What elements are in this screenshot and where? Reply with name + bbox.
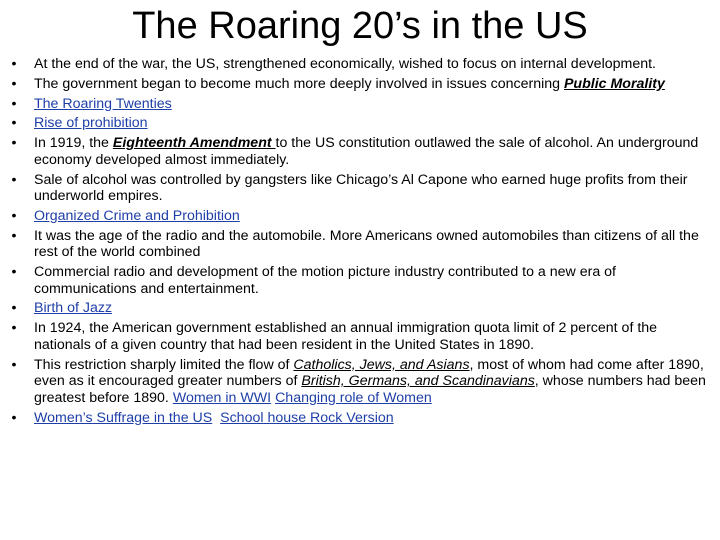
list-item: [8, 208, 712, 225]
list-item: [8, 115, 712, 132]
bullet-text: The government began to become much more deeply involved in issues concerning: [34, 75, 564, 92]
link-women-in-wwi[interactable]: Women in WWI: [172, 389, 272, 406]
list-item: [8, 228, 712, 261]
list-item: [8, 264, 712, 297]
link-rise-of-prohibition[interactable]: Rise of prohibition: [34, 115, 148, 132]
bullet-icon: •: [11, 409, 17, 426]
bullet-text: At the end of the war, the US, strengthened economically, wished to focus on internal development.: [34, 56, 656, 72]
bullet-text: In 1924, the American government established an annual immigration quota limit of 2 percent of the nationals of a given country that had been resident in the United States in 1890.: [34, 320, 658, 353]
bullet-icon: •: [11, 227, 17, 244]
bullet-text: In 1919, the: [34, 135, 113, 152]
bullet-icon: •: [11, 135, 17, 152]
bullet-icon: •: [11, 95, 17, 112]
bullet-text: This restriction sharply limited the flow of: [34, 356, 294, 373]
bullet-icon: •: [11, 75, 17, 92]
bullet-icon: •: [11, 264, 17, 281]
bullet-text: Sale of alcohol was controlled by gangsters like Chicago’s Al Capone who earned huge profits from their underworld empires.: [34, 171, 688, 205]
bullet-icon: •: [11, 356, 17, 373]
list-item: [8, 172, 712, 205]
list-item: [8, 300, 712, 317]
bullet-icon: •: [11, 115, 17, 132]
bullet-text: , most of whom had come after 1890, even as it encouraged greater numbers of: [34, 356, 704, 390]
link-changing-role-of-women[interactable]: Changing role of Women: [275, 389, 432, 406]
emphasis-text: Public Morality: [563, 75, 665, 92]
emphasis-text: British, Germans, and Scandinavians: [301, 373, 535, 390]
bullet-icon: •: [11, 300, 17, 317]
bullet-icon: •: [11, 56, 17, 72]
link-birth-of-jazz[interactable]: Birth of Jazz: [34, 300, 113, 317]
list-item: [8, 320, 712, 353]
bullet-icon: •: [11, 171, 17, 188]
emphasis-text: Catholics, Jews, and Asians: [293, 356, 470, 373]
bullet-text: Commercial radio and development of the motion picture industry contributed to a new era of communications and entertainment.: [34, 264, 616, 297]
list-item: [8, 76, 712, 93]
slide-title: The Roaring 20’s in the US: [132, 5, 588, 47]
list-item: [8, 56, 712, 73]
bullet-text: to the US constitution outlawed the sale of alcohol. An underground economy developed almost immediately.: [34, 135, 699, 168]
bullet-icon: •: [11, 320, 17, 337]
list-item: [8, 96, 712, 113]
link-school-house-rock[interactable]: School house Rock Version: [220, 409, 394, 426]
bullet-list: [8, 56, 712, 429]
link-womens-suffrage[interactable]: Women’s Suffrage in the US: [34, 409, 213, 426]
list-item: [8, 357, 712, 407]
bullet-icon: •: [11, 207, 17, 224]
bullet-text: It was the age of the radio and the automobile. More Americans owned automobiles than citizens of all the rest of the world combined: [34, 227, 699, 261]
list-item: [8, 410, 712, 427]
emphasis-text: Eighteenth Amendment: [112, 135, 276, 152]
link-roaring-twenties[interactable]: The Roaring Twenties: [34, 95, 172, 112]
bullet-text: , whose numbers had been greatest before 1890.: [34, 373, 706, 406]
link-organized-crime[interactable]: Organized Crime and Prohibition: [34, 207, 240, 224]
list-item: [8, 135, 712, 168]
